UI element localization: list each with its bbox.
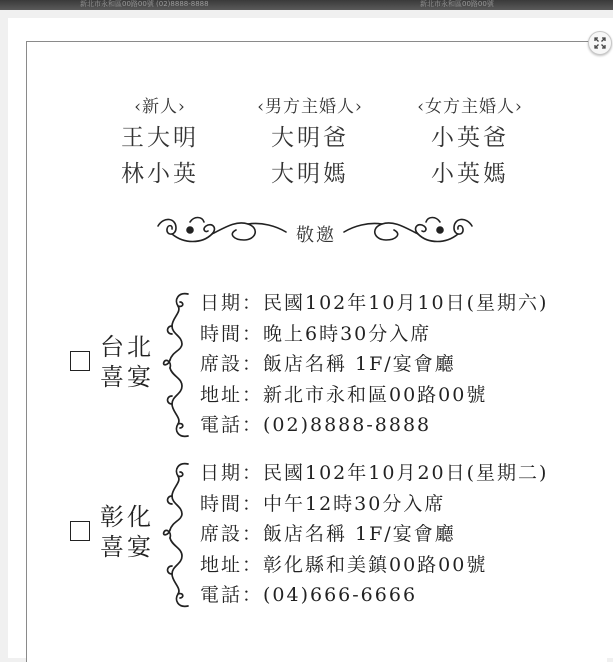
ghost-text-left: 新北市永和區00路00號 (02)8888-8888: [80, 0, 209, 8]
ghost-text-right: 新北市永和區00路00號: [420, 0, 494, 8]
scroll-bracket-icon: [158, 290, 194, 440]
groom-mother-name: 大明媽: [271, 161, 349, 187]
banquet-time: 時間：中午12時30分入席: [200, 492, 446, 515]
banquet-time: 時間：晚上6時30分入席: [200, 322, 432, 345]
invite-label: 敬邀: [296, 225, 336, 246]
banquet-date: 日期：民國102年10月20日(星期二): [200, 462, 549, 484]
banquet-details: [200, 458, 548, 611]
bride-side-hosts-column: [400, 94, 540, 192]
bride-mother-name: 小英媽: [431, 161, 509, 187]
groom-side-label: ‹男方主婚人›: [257, 97, 363, 117]
bride-side-label: ‹女方主婚人›: [417, 97, 523, 117]
banquet-name-line1: 台北: [100, 333, 154, 361]
banquet-venue: 席設：飯店名稱 1F/宴會廳: [200, 523, 456, 545]
banquet-name: [100, 502, 156, 562]
newlyweds-label: ‹新人›: [134, 97, 186, 117]
expand-button[interactable]: [588, 31, 612, 55]
banquet-name-line1: 彰化: [100, 503, 154, 531]
top-toolbar: [0, 0, 613, 10]
expand-arrows-icon: [594, 37, 606, 49]
banquet-venue: 席設：飯店名稱 1F/宴會廳: [200, 353, 456, 375]
groom-name: 王大明: [121, 125, 199, 151]
banquet-section-taipei: [60, 288, 580, 448]
banquet-address: 地址：彰化縣和美鎮00路00號: [200, 553, 488, 576]
scroll-bracket-icon: [158, 460, 194, 610]
banquet-phone: 電話：(02)8888-8888: [200, 414, 432, 436]
banquet-date: 日期：民國102年10月10日(星期六): [200, 292, 549, 314]
groom-father-name: 大明爸: [271, 125, 349, 151]
banquet-name-line2: 喜宴: [100, 533, 154, 561]
banquet-name: [100, 332, 156, 392]
invite-ornament-row: [150, 210, 480, 254]
banquet-details: [200, 288, 548, 441]
banquet-checkbox[interactable]: [70, 521, 90, 541]
banquet-address: 地址：新北市永和區00路00號: [200, 383, 488, 406]
banquet-section-changhua: [60, 458, 580, 618]
newlyweds-column: [110, 94, 210, 192]
bride-name: 林小英: [121, 161, 199, 187]
banquet-name-line2: 喜宴: [100, 363, 154, 391]
banquet-phone: 電話：(04)666-6666: [200, 584, 418, 606]
banquet-checkbox[interactable]: [70, 351, 90, 371]
groom-side-hosts-column: [240, 94, 380, 192]
bride-father-name: 小英爸: [431, 125, 509, 151]
